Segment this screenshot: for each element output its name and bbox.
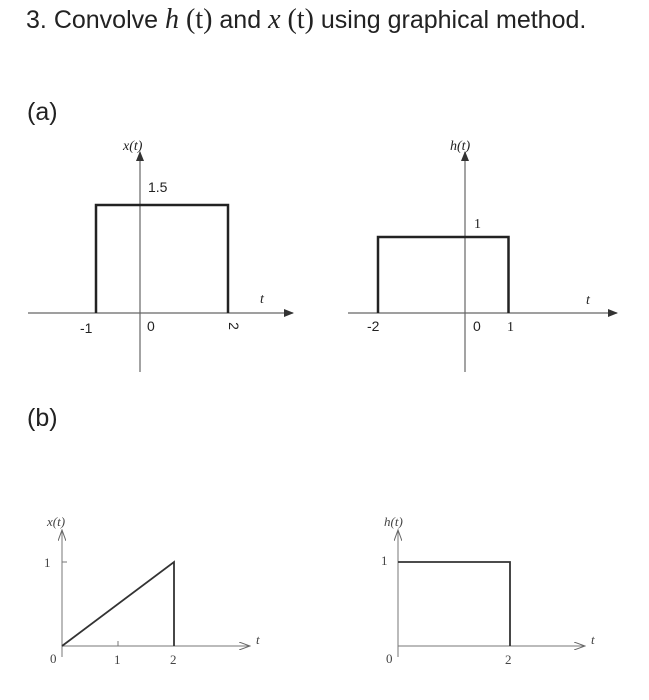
plot-a-x-pulse [96, 205, 228, 313]
plot-a-x-xlabel: t [260, 292, 264, 307]
plot-a-h-pulse [378, 237, 509, 313]
word-convolve: Convolve [53, 6, 159, 34]
plot-b-x-tick-origin: 0 [50, 651, 57, 666]
plot-a-x-ylabel: x(t) [123, 139, 143, 154]
plot-a-h-amplitude-label: 1 [474, 217, 481, 232]
plot-a-x-amplitude-label: 1.5 [148, 179, 168, 195]
part-a-label: (a) [27, 98, 58, 126]
plot-a-h-tick-origin: 0 [473, 318, 481, 334]
question-number: 3. [26, 6, 47, 34]
plot-b-x-ytick-label: 1 [44, 555, 51, 570]
plot-b-x [44, 514, 260, 667]
part-b-label: (b) [27, 404, 58, 432]
plot-b-x-ylabel: x(t) [47, 514, 66, 529]
plot-a-x [28, 139, 293, 372]
plot-a-h-tick-left: -2 [367, 318, 380, 334]
plot-b-x-tick-1: 1 [114, 652, 121, 667]
signal-x-symbol: x (t) [268, 4, 314, 35]
plot-a-x-tick-right: 2 [226, 322, 242, 330]
word-and: and [219, 6, 262, 34]
plot-b-h-pulse [398, 562, 510, 646]
plot-b-h-ylabel: h(t) [384, 514, 403, 529]
plot-b-x-xlabel: t [256, 632, 260, 647]
plot-a-h-ylabel: h(t) [450, 139, 471, 154]
plot-b-x-ramp [62, 562, 174, 646]
plot-b-h-tick-origin: 0 [386, 651, 393, 666]
plot-b-h-xlabel: t [591, 632, 595, 647]
plot-b-h-ytick-label: 1 [381, 553, 388, 568]
plot-a-h [348, 139, 617, 372]
plot-b-x-tick-2: 2 [170, 652, 177, 667]
word-rest: using graphical method. [320, 6, 587, 34]
plot-a-x-tick-origin: 0 [147, 318, 155, 334]
signal-h-symbol: h (t) [165, 4, 213, 35]
plot-a-x-tick-left: -1 [80, 320, 93, 336]
plot-a-h-xlabel: t [586, 293, 590, 308]
plot-a-h-tick-right: 1 [507, 320, 514, 335]
plot-b-h-tick-2: 2 [505, 652, 512, 667]
plot-b-h [381, 514, 595, 667]
